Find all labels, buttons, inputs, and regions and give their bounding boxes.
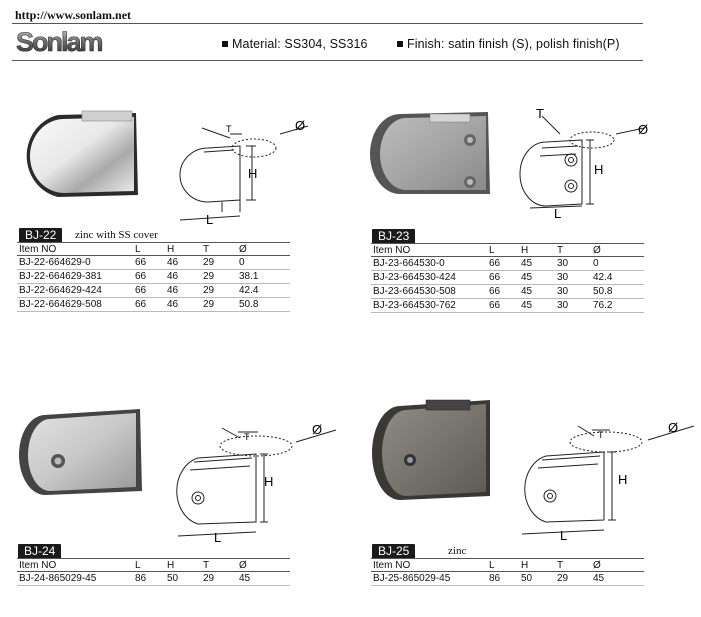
table-cell: 66 — [489, 272, 501, 283]
t-dimension-label: T — [244, 432, 250, 442]
table-cell: BJ-24-865029-45 — [19, 573, 97, 584]
column-header: H — [167, 244, 175, 255]
table-row — [17, 256, 290, 270]
table-cell: 66 — [489, 258, 501, 269]
table-cell: BJ-23-664530-508 — [373, 286, 456, 297]
table-header-row — [371, 243, 644, 257]
bj-22-product-photo — [18, 105, 142, 205]
l-dimension-label: L — [214, 530, 222, 544]
bj-25-code-badge: BJ-25 — [372, 544, 415, 559]
table-cell: 45 — [521, 286, 533, 297]
column-header: Item NO — [19, 244, 57, 255]
column-header: L — [135, 244, 141, 255]
table-cell: BJ-22-664629-424 — [19, 285, 102, 296]
column-header: T — [557, 560, 564, 571]
table-cell: 0 — [593, 258, 599, 269]
bj-25-product-photo — [370, 398, 494, 502]
bj-24-dimension-drawing — [160, 418, 340, 544]
table-cell: BJ-23-664530-0 — [373, 258, 445, 269]
bj-24-code-badge: BJ-24 — [18, 544, 61, 559]
table-cell: 66 — [135, 271, 147, 282]
bj-25-spec-table — [371, 558, 644, 586]
diameter-dimension-label: Ø — [312, 422, 323, 437]
t-dimension-label: T — [598, 430, 604, 440]
table-cell: 50 — [167, 573, 179, 584]
bj-23-dimension-drawing — [516, 104, 666, 222]
table-header-row — [17, 558, 290, 572]
table-cell: 30 — [557, 272, 569, 283]
bj-22-dimension-drawing — [160, 116, 310, 228]
bj-22-spec-table — [17, 242, 290, 312]
table-cell: 66 — [489, 286, 501, 297]
material-spec — [222, 37, 368, 51]
finish-text: Finish: satin finish (S), polish finish(P) — [407, 37, 620, 51]
column-header: H — [167, 560, 175, 571]
table-cell: 42.4 — [239, 285, 259, 296]
table-cell: BJ-22-664629-0 — [19, 257, 91, 268]
table-header-row — [17, 242, 290, 256]
table-cell: 50.8 — [593, 286, 613, 297]
table-row — [17, 270, 290, 284]
table-cell: 46 — [167, 271, 179, 282]
table-cell: 66 — [135, 299, 147, 310]
svg-text:Sonlam: Sonlam — [16, 27, 102, 55]
table-cell: 86 — [135, 573, 147, 584]
table-cell: 29 — [203, 257, 215, 268]
table-cell: BJ-23-664530-424 — [373, 272, 456, 283]
table-cell: 45 — [593, 573, 605, 584]
l-dimension-label: L — [554, 206, 562, 221]
table-cell: 66 — [489, 300, 501, 311]
table-cell: 46 — [167, 299, 179, 310]
column-header: H — [521, 245, 529, 256]
table-row — [371, 299, 644, 313]
h-dimension-label: H — [264, 474, 274, 489]
website-url: http://www.sonlam.net — [15, 8, 132, 22]
table-cell: 30 — [557, 258, 569, 269]
column-header: T — [557, 245, 564, 256]
table-row — [17, 572, 290, 586]
table-cell: 86 — [489, 573, 501, 584]
column-header: Ø — [239, 560, 247, 571]
t-dimension-label: T — [226, 124, 232, 134]
column-header: L — [489, 560, 495, 571]
column-header: Item NO — [19, 560, 57, 571]
h-dimension-label: H — [618, 472, 628, 487]
table-row — [371, 285, 644, 299]
table-cell: 45 — [521, 300, 533, 311]
table-cell: 46 — [167, 257, 179, 268]
column-header: Item NO — [373, 560, 411, 571]
table-cell: 76.2 — [593, 300, 613, 311]
table-cell: 38.1 — [239, 271, 259, 282]
column-header: Ø — [593, 245, 601, 256]
table-cell: 45 — [521, 272, 533, 283]
table-cell: 29 — [203, 573, 215, 584]
table-cell: 66 — [135, 257, 147, 268]
bj-23-product-photo — [370, 110, 494, 196]
table-header-row — [371, 558, 644, 572]
bullet-square-icon — [222, 41, 228, 47]
header-top-rule — [12, 23, 643, 24]
bj-22-code-badge: BJ-22 — [19, 228, 62, 243]
diameter-dimension-label: Ø — [295, 118, 306, 133]
finish-spec — [397, 37, 620, 51]
table-cell: 30 — [557, 300, 569, 311]
table-cell: 45 — [239, 573, 251, 584]
table-cell: 50.8 — [239, 299, 259, 310]
table-cell: BJ-22-664629-381 — [19, 271, 102, 282]
bj-23-spec-table — [371, 243, 644, 313]
material-text: Material: SS304, SS316 — [232, 37, 368, 51]
column-header: Ø — [593, 560, 601, 571]
bj-25-material-note: zinc — [448, 545, 467, 557]
table-cell: BJ-25-865029-45 — [373, 573, 451, 584]
table-cell: 29 — [203, 271, 215, 282]
table-row — [371, 271, 644, 285]
table-cell: 42.4 — [593, 272, 613, 283]
table-cell: BJ-22-664629-508 — [19, 299, 102, 310]
diameter-dimension-label: Ø — [638, 122, 649, 137]
table-cell: 45 — [521, 258, 533, 269]
table-cell: 29 — [203, 285, 215, 296]
column-header: L — [135, 560, 141, 571]
column-header: H — [521, 560, 529, 571]
table-cell: 46 — [167, 285, 179, 296]
h-dimension-label: H — [248, 166, 258, 181]
column-header: T — [203, 244, 210, 255]
t-dimension-label: T — [536, 106, 544, 121]
bj-22-material-note: zinc with SS cover — [75, 229, 158, 241]
table-cell: 66 — [135, 285, 147, 296]
table-cell: 29 — [203, 299, 215, 310]
table-row — [371, 572, 644, 586]
column-header: Item NO — [373, 245, 411, 256]
table-cell: 29 — [557, 573, 569, 584]
table-cell: 30 — [557, 286, 569, 297]
bj-24-spec-table — [17, 558, 290, 586]
table-row — [17, 284, 290, 298]
l-dimension-label: L — [206, 212, 214, 227]
column-header: T — [203, 560, 210, 571]
diameter-dimension-label: Ø — [668, 420, 679, 435]
sonlam-logo — [14, 27, 156, 55]
bj-23-code-badge: BJ-23 — [372, 229, 415, 244]
table-row — [371, 257, 644, 271]
table-cell: 50 — [521, 573, 533, 584]
column-header: Ø — [239, 244, 247, 255]
table-row — [17, 298, 290, 312]
header-bottom-rule — [12, 60, 643, 61]
column-header: L — [489, 245, 495, 256]
table-cell: BJ-23-664530-762 — [373, 300, 456, 311]
bj-24-product-photo — [16, 407, 144, 499]
table-cell: 0 — [239, 257, 245, 268]
bullet-square-icon — [397, 41, 403, 47]
h-dimension-label: H — [594, 162, 604, 177]
l-dimension-label: L — [560, 528, 568, 542]
bj-25-dimension-drawing — [508, 416, 698, 542]
